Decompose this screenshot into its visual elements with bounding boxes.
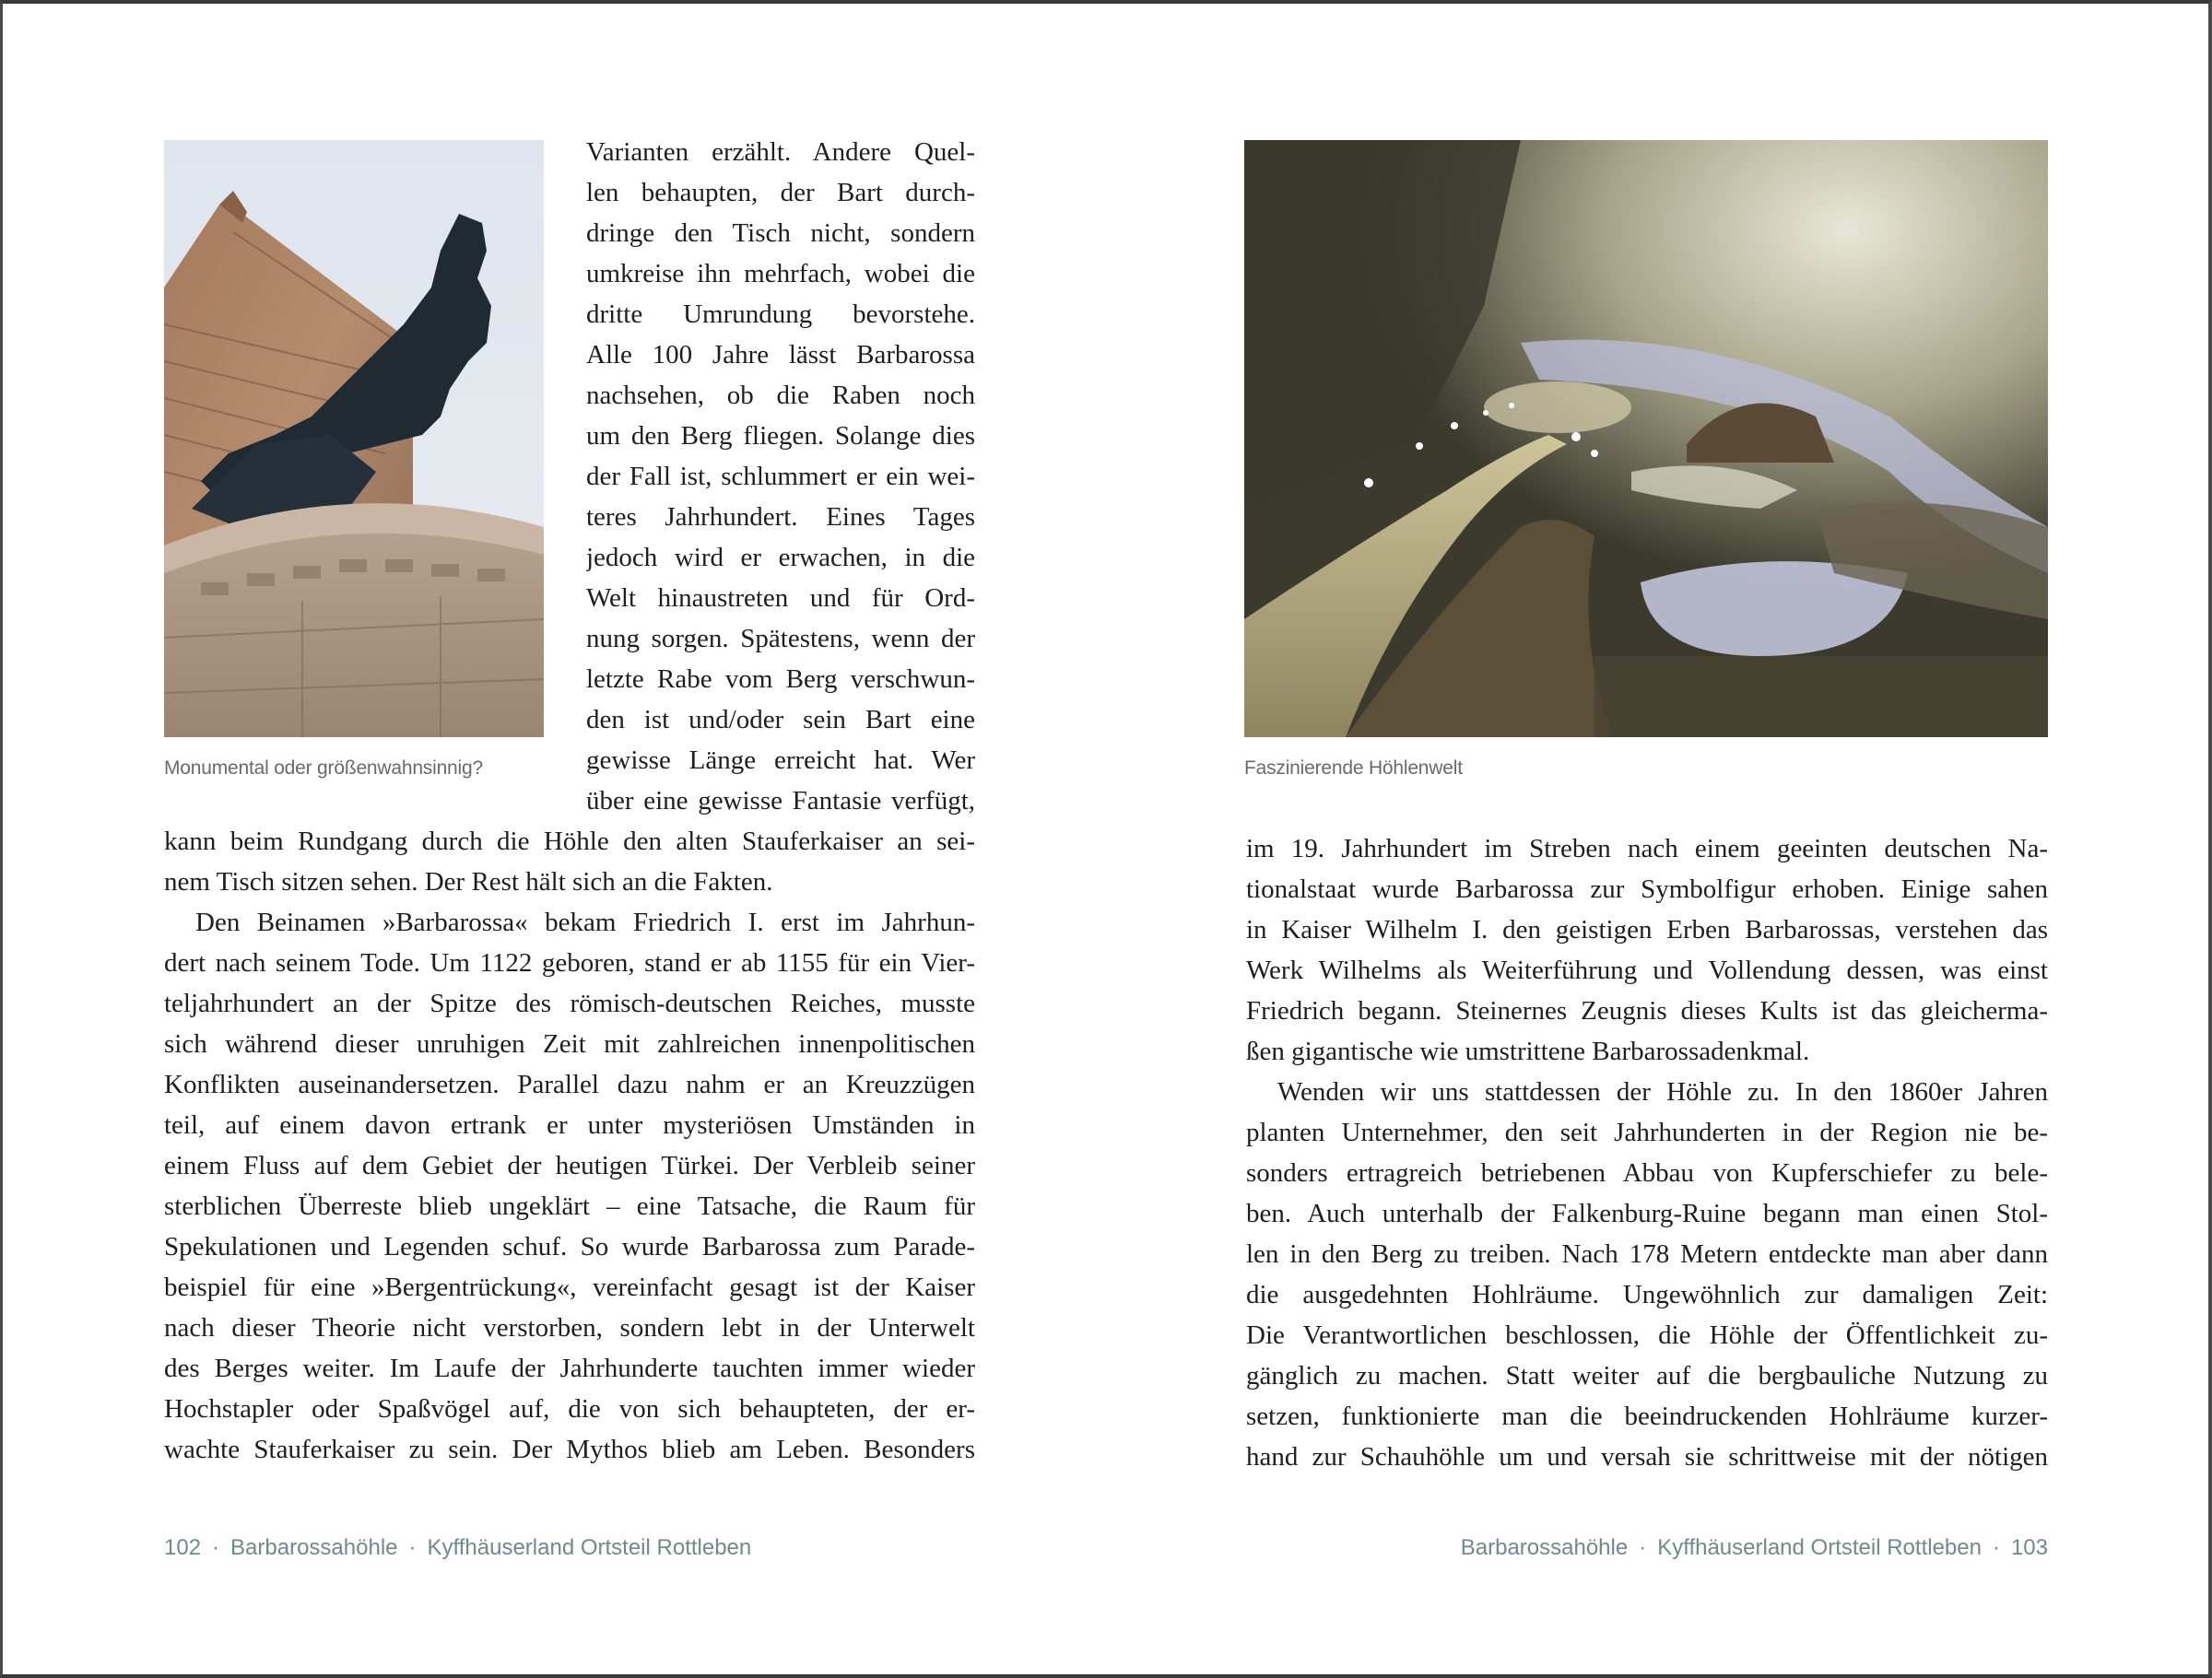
- separator-dot: ·: [1639, 1535, 1647, 1560]
- text-line: dert nach seinem Tode. Um 1122 geboren, stand er ab 1155 für ein Vier-: [164, 948, 975, 978]
- running-footer-left: [164, 1535, 751, 1561]
- text-line: setzen, funktionierte man die beeindruckenden Hohlräume kurzer-: [1246, 1402, 2048, 1431]
- text-line: der Fall ist, schlummert er ein wei-: [586, 462, 975, 491]
- photo-caption: Faszinierende Höhlenwelt: [1244, 757, 1463, 779]
- text-line: dringe den Tisch nicht, sondern: [586, 218, 975, 248]
- footer-section: Barbarossahöhle: [1460, 1535, 1629, 1560]
- text-line: Die Verantwortlichen beschlossen, die Höhle der Öffentlichkeit zu-: [1246, 1320, 2048, 1350]
- text-line: Friedrich begann. Steinernes Zeugnis dieses Kults ist das gleicherma-: [1246, 996, 2048, 1026]
- text-line: teil, auf einem davon ertrank er unter mysteriösen Umständen in: [164, 1110, 975, 1140]
- text-line: über eine gewisse Fantasie verfügt,: [586, 786, 975, 816]
- text-line: nung sorgen. Spätestens, wenn der: [586, 624, 975, 653]
- footer-location: Kyffhäuserland Ortsteil Rottleben: [427, 1535, 752, 1560]
- page-number: 103: [2010, 1535, 2048, 1560]
- text-line: planten Unternehmer, den seit Jahrhunderten in der Region nie be-: [1246, 1118, 2048, 1147]
- body-text-full: [164, 821, 975, 1470]
- text-line: nachsehen, ob die Raben noch: [586, 381, 975, 410]
- text-line: wachte Stauferkaiser zu sein. Der Mythos blieb am Leben. Besonders: [164, 1435, 975, 1464]
- text-line: gewisse Länge erreicht hat. Wer: [586, 745, 975, 775]
- text-line: dritte Umrundung bevorstehe.: [586, 299, 975, 329]
- cave-image: [1244, 140, 2048, 737]
- text-line: ben. Auch unterhalb der Falkenburg-Ruine begann man einen Stol-: [1246, 1199, 2048, 1228]
- text-line: Welt hinaustreten und für Ord-: [586, 583, 975, 613]
- statue-photo: [164, 140, 544, 737]
- text-line: nach dieser Theorie nicht verstorben, sondern lebt in der Unterwelt: [164, 1313, 975, 1343]
- text-line: umkreise ihn mehrfach, wobei die: [586, 259, 975, 288]
- text-line: teres Jahrhundert. Eines Tages: [586, 502, 975, 532]
- text-line: in Kaiser Wilhelm I. den geistigen Erben Barbarossas, verstehen das: [1246, 915, 2048, 945]
- separator-dot: ·: [1992, 1535, 2000, 1560]
- text-line: nem Tisch sitzen sehen. Der Rest hält sich an die Fakten.: [164, 867, 773, 897]
- footer-location: Kyffhäuserland Ortsteil Rottleben: [1657, 1535, 1982, 1560]
- text-line: tionalstaat wurde Barbarossa zur Symbolfigur erhoben. Einige sahen: [1246, 874, 2048, 904]
- text-line: gänglich zu machen. Statt weiter auf die bergbauliche Nutzung zu: [1246, 1361, 2048, 1391]
- footer-section: Barbarossahöhle: [230, 1535, 398, 1560]
- separator-dot: ·: [408, 1535, 417, 1560]
- right-page: [1106, 0, 2212, 1678]
- page-number: 102: [164, 1535, 202, 1560]
- text-line: den ist und/oder sein Bart eine: [586, 705, 975, 734]
- body-text-wrapped: [586, 132, 975, 821]
- equestrian-statue-image: [164, 140, 544, 737]
- text-line: letzte Rabe vom Berg verschwun-: [586, 664, 975, 694]
- text-line: kann beim Rundgang durch die Höhle den alten Stauferkaiser an sei-: [164, 827, 975, 856]
- photo-caption: Monumental oder größenwahnsinnig?: [164, 757, 483, 779]
- text-line: ßen gigantische wie umstrittene Barbarossadenkmal.: [1246, 1037, 1810, 1066]
- separator-dot: ·: [212, 1535, 220, 1560]
- body-text: [1246, 828, 2048, 1477]
- cave-photo: [1244, 140, 2048, 737]
- text-line: teljahrhundert an der Spitze des römisch-deutschen Reiches, musste: [164, 989, 975, 1018]
- text-line: sich während dieser unruhigen Zeit mit zahlreichen innenpolitischen: [164, 1029, 975, 1059]
- text-line: jedoch wird er erwachen, in die: [586, 543, 975, 572]
- text-line: um den Berg fliegen. Solange dies: [586, 421, 975, 451]
- text-line: Konflikten auseinandersetzen. Parallel dazu nahm er an Kreuzzügen: [164, 1070, 975, 1099]
- paragraph-start: Wenden wir uns stattdessen der Höhle zu. In den 1860er Jahren: [1277, 1077, 2048, 1107]
- text-line: Spekulationen und Legenden schuf. So wurde Barbarossa zum Parade-: [164, 1232, 975, 1261]
- text-line: im 19. Jahrhundert im Streben nach einem geeinten deutschen Na-: [1246, 834, 2048, 863]
- text-line: Werk Wilhelms als Weiterführung und Vollendung dessen, was einst: [1246, 956, 2048, 985]
- text-line: beispiel für eine »Bergentrückung«, vereinfacht gesagt ist der Kaiser: [164, 1273, 975, 1302]
- text-line: sterblichen Überreste blieb ungeklärt – eine Tatsache, die Raum für: [164, 1191, 975, 1221]
- text-line: die ausgedehnten Hohlräume. Ungewöhnlich zur damaligen Zeit:: [1246, 1280, 2048, 1309]
- text-line: sonders ertragreich betriebenen Abbau von Kupferschiefer zu bele-: [1246, 1158, 2048, 1188]
- text-line: Hochstapler oder Spaßvögel auf, die von sich behaupteten, der er-: [164, 1394, 975, 1424]
- text-line: len in den Berg zu treiben. Nach 178 Metern entdeckte man aber dann: [1246, 1239, 2048, 1269]
- running-footer-right: [1461, 1535, 2048, 1561]
- paragraph-start: Den Beinamen »Barbarossa« bekam Friedrich I. erst im Jahrhun-: [195, 908, 975, 937]
- text-line: hand zur Schauhöhle um und versah sie schrittweise mit der nötigen: [1246, 1442, 2048, 1472]
- text-line: Varianten erzählt. Andere Quel-: [586, 137, 975, 167]
- text-line: einem Fluss auf dem Gebiet der heutigen Türkei. Der Verbleib seiner: [164, 1151, 975, 1180]
- text-line: len behaupten, der Bart durch-: [586, 178, 975, 207]
- text-line: des Berges weiter. Im Laufe der Jahrhunderte tauchten immer wieder: [164, 1354, 975, 1383]
- text-line: Alle 100 Jahre lässt Barbarossa: [586, 340, 975, 370]
